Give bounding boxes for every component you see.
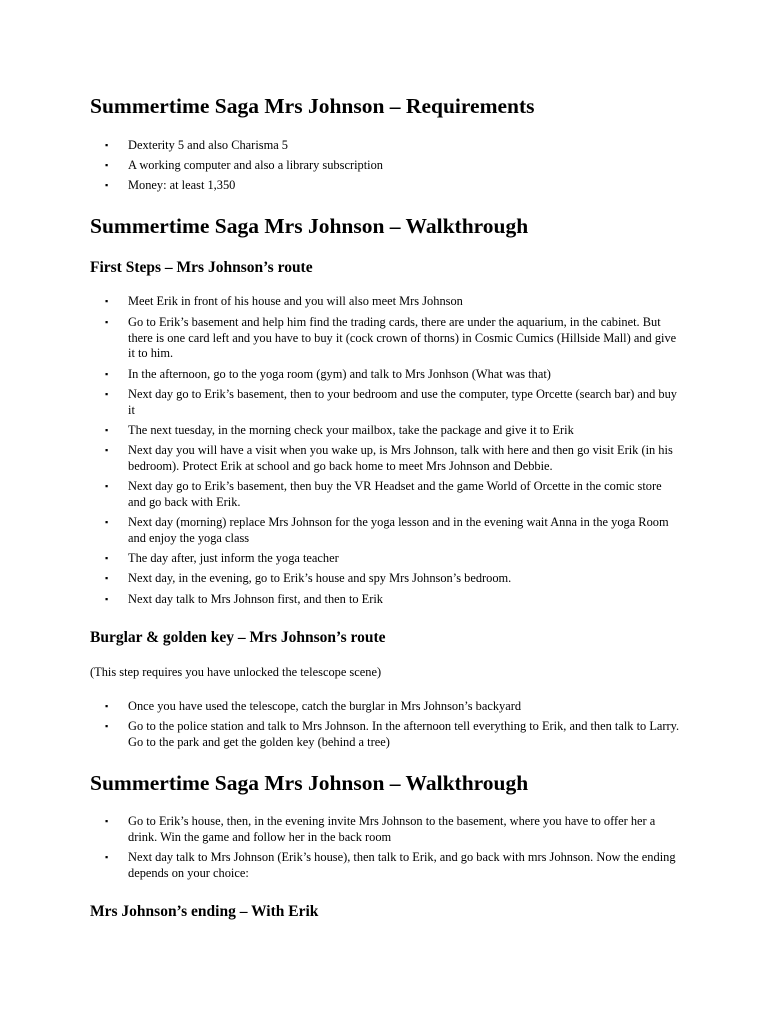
list-item: ▪ Money: at least 1,350 <box>105 178 236 192</box>
bullet-icon: ▪ <box>105 369 109 379</box>
list-item: ▪ Next day (morning) replace Mrs Johnson for the yoga lesson and in the evening wait Anna in the yoga Room and enjoy the yoga class <box>105 515 669 545</box>
bullet-icon: ▪ <box>105 721 109 731</box>
bullet-icon: ▪ <box>105 816 109 826</box>
bullet-icon: ▪ <box>105 140 109 150</box>
first-steps-list <box>90 294 682 612</box>
list-item: ▪ Next day talk to Mrs Johnson first, and then to Erik <box>105 592 384 606</box>
first-steps-heading: First Steps – Mrs Johnson’s route <box>90 259 313 276</box>
bullet-icon: ▪ <box>105 445 109 455</box>
bullet-icon: ▪ <box>105 594 109 604</box>
bullet-icon: ▪ <box>105 296 109 306</box>
list-item: ▪ Next day, in the evening, go to Erik’s house and spy Mrs Johnson’s bedroom. <box>105 571 512 585</box>
bullet-icon: ▪ <box>105 553 109 563</box>
bullet-icon: ▪ <box>105 389 109 399</box>
list-item: ▪ A working computer and also a library subscription <box>105 158 383 172</box>
bullet-icon: ▪ <box>105 317 109 327</box>
list-item: ▪ The day after, just inform the yoga teacher <box>105 551 339 565</box>
list-item: ▪ Next day talk to Mrs Johnson (Erik’s house), then talk to Erik, and go back with mrs Johnson. Now the ending depends on your choice: <box>105 850 676 880</box>
requirements-list <box>90 138 682 198</box>
list-item: ▪ Go to Erik’s house, then, in the evening invite Mrs Johnson to the basement, where you have to offer her a drink. Win the game and follow her in the back room <box>105 814 656 844</box>
list-item: ▪ Once you have used the telescope, catch the burglar in Mrs Johnson’s backyard <box>105 699 522 713</box>
list-item: ▪ The next tuesday, in the morning check your mailbox, take the package and give it to Erik <box>105 423 574 437</box>
ending-heading: Mrs Johnson’s ending – With Erik <box>90 903 319 920</box>
requirements-heading: Summertime Saga Mrs Johnson – Requirements <box>90 94 535 118</box>
bullet-icon: ▪ <box>105 425 109 435</box>
walkthrough-heading: Summertime Saga Mrs Johnson – Walkthrough <box>90 214 529 238</box>
list-item: ▪ In the afternoon, go to the yoga room (gym) and talk to Mrs Jonhson (What was that) <box>105 367 551 381</box>
bullet-icon: ▪ <box>105 852 109 862</box>
bullet-icon: ▪ <box>105 160 109 170</box>
bullet-icon: ▪ <box>105 573 109 583</box>
list-item: ▪ Next day go to Erik’s basement, then to your bedroom and use the computer, type Orcette (search bar) and buy it <box>105 387 677 417</box>
burglar-heading: Burglar & golden key – Mrs Johnson’s route <box>90 629 386 646</box>
walkthrough-heading-2: Summertime Saga Mrs Johnson – Walkthrough <box>90 771 529 795</box>
list-item: ▪ Meet Erik in front of his house and you will also meet Mrs Johnson <box>105 294 463 308</box>
list-item: ▪ Dexterity 5 and also Charisma 5 <box>105 138 289 152</box>
list-item: ▪ Next day go to Erik’s basement, then buy the VR Headset and the game World of Orcette in the comic store and go back with Erik. <box>105 479 662 509</box>
bullet-icon: ▪ <box>105 481 109 491</box>
list-item: ▪ Go to the police station and talk to Mrs Johnson. In the afternoon tell everything to Erik, and then talk to Larry. Go to the park and get the golden key (behind a tree) <box>105 719 680 749</box>
list-item: ▪ Next day you will have a visit when you wake up, is Mrs Johnson, talk with here and then go visit Erik (in his bedroom). Protect Erik at school and go back home to meet Mrs Johnson and Debbie. <box>105 443 673 473</box>
bullet-icon: ▪ <box>105 517 109 527</box>
burglar-list <box>90 699 682 755</box>
list-item: ▪ Go to Erik’s basement and help him find the trading cards, there are under the aquarium, in the cabinet. But there is one card left and you have to buy it (cock crown of thorns) in Cosmic Cumics (Hillside Mall) and give it to him. <box>105 315 677 360</box>
walkthrough-list <box>90 814 682 886</box>
bullet-icon: ▪ <box>105 701 109 711</box>
bullet-icon: ▪ <box>105 180 109 190</box>
telescope-note: (This step requires you have unlocked the telescope scene) <box>90 665 382 679</box>
